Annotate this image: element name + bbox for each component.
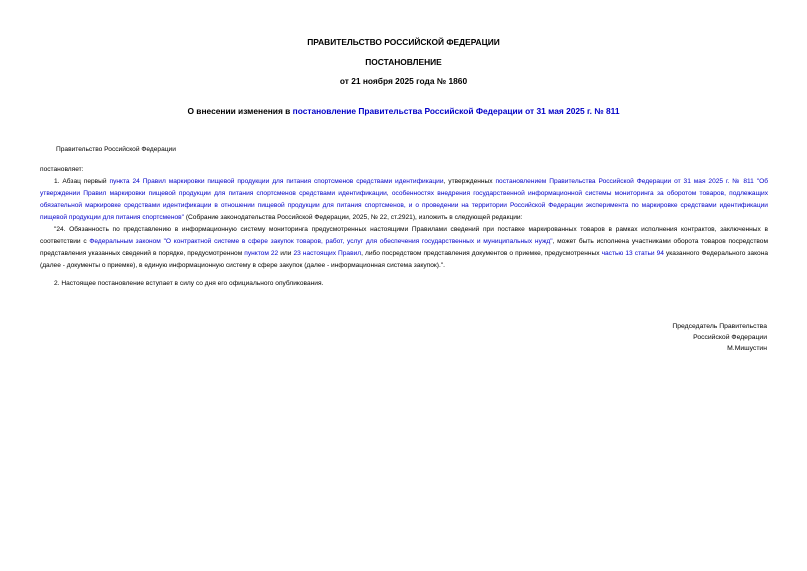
quote-text-d: , либо посредством представления документов о приемке, предусмотренных bbox=[361, 250, 602, 257]
signer-name: М.Мишустин bbox=[727, 345, 767, 352]
p1-text-c: (Собрание законодательства Российской Федерации, 2025, № 22, ст.2921), изложить в следующей редакции: bbox=[184, 214, 523, 221]
signer-title-line2: Российской Федерации bbox=[693, 334, 767, 341]
quote-text-b: , может быть исполнена участниками оборота товаров посредством представления указанных сведений в порядке, предусмотренном bbox=[40, 238, 768, 257]
decides-text: постановляет: bbox=[40, 166, 84, 173]
document-title bbox=[0, 106, 807, 116]
item-22-link[interactable]: пунктом 22 bbox=[244, 250, 279, 257]
rules-item-link[interactable]: пункта 24 Правил маркировки пищевой продукции для питания спортсменов средствами идентификации bbox=[109, 178, 444, 185]
paragraph-1 bbox=[40, 176, 768, 224]
p1-text-a: 1. Абзац первый bbox=[54, 178, 110, 185]
decree-811-link[interactable]: постановлением Правительства Российской Федерации от 31 мая 2025 г. № 811 "Об утверждении Правил маркировки пищевой продукции для питания спортсменов средствами идентификации, особенностях внедрения государственной информационной системы мониторинга за оборотом товаров, подлежащих обязательной маркировке средствами идентификации в отношении пищевой продукции для питания спортсменов, и о проведении на территории Российской Федерации эксперимента по маркировке средствами идентификации пищевой продукции для питания спортсменов" bbox=[40, 178, 768, 221]
doc-type-heading: ПОСТАНОВЛЕНИЕ bbox=[365, 57, 442, 67]
date-number-heading: от 21 ноября 2025 года № 1860 bbox=[339, 76, 468, 86]
quote-text-c: или bbox=[278, 250, 294, 257]
title-prefix: О внесении изменения в bbox=[187, 106, 293, 116]
quote-text-a: "24. Обязанность по представлению в информационную систему мониторинга предусмотренных настоящими Правилами сведений при поставке маркированных товаров в рамках исполнения контрактов, заключенных в соответствии с bbox=[40, 226, 768, 245]
item-23-link[interactable]: 23 настоящих Правил bbox=[293, 250, 362, 257]
p1-text-b: , утвержденных bbox=[443, 178, 496, 185]
federal-law-link[interactable]: Федеральным законом "О контрактной системе в сфере закупок товаров, работ, услуг для обеспечения государственных и муниципальных нужд" bbox=[89, 238, 553, 245]
issuer-text: Правительство Российской Федерации bbox=[56, 146, 176, 153]
article-94-link[interactable]: частью 13 статьи 94 bbox=[601, 250, 664, 257]
signer-title-line1: Председатель Правительства bbox=[672, 323, 767, 330]
paragraph-2: 2. Настоящее постановление вступает в силу со дня его официального опубликования. bbox=[54, 280, 324, 287]
signature-block bbox=[672, 321, 767, 354]
title-decree-link[interactable]: постановление Правительства Российской Федерации от 31 мая 2025 г. № 811 bbox=[292, 106, 620, 116]
org-heading: ПРАВИТЕЛЬСТВО РОССИЙСКОЙ ФЕДЕРАЦИИ bbox=[307, 37, 500, 47]
quoted-paragraph bbox=[40, 224, 768, 272]
quote-text-e: указанного Федерального закона (далее - документы о приемке), в единую информационную систему в сфере закупок (далее - информационная система закупок).". bbox=[40, 250, 769, 269]
